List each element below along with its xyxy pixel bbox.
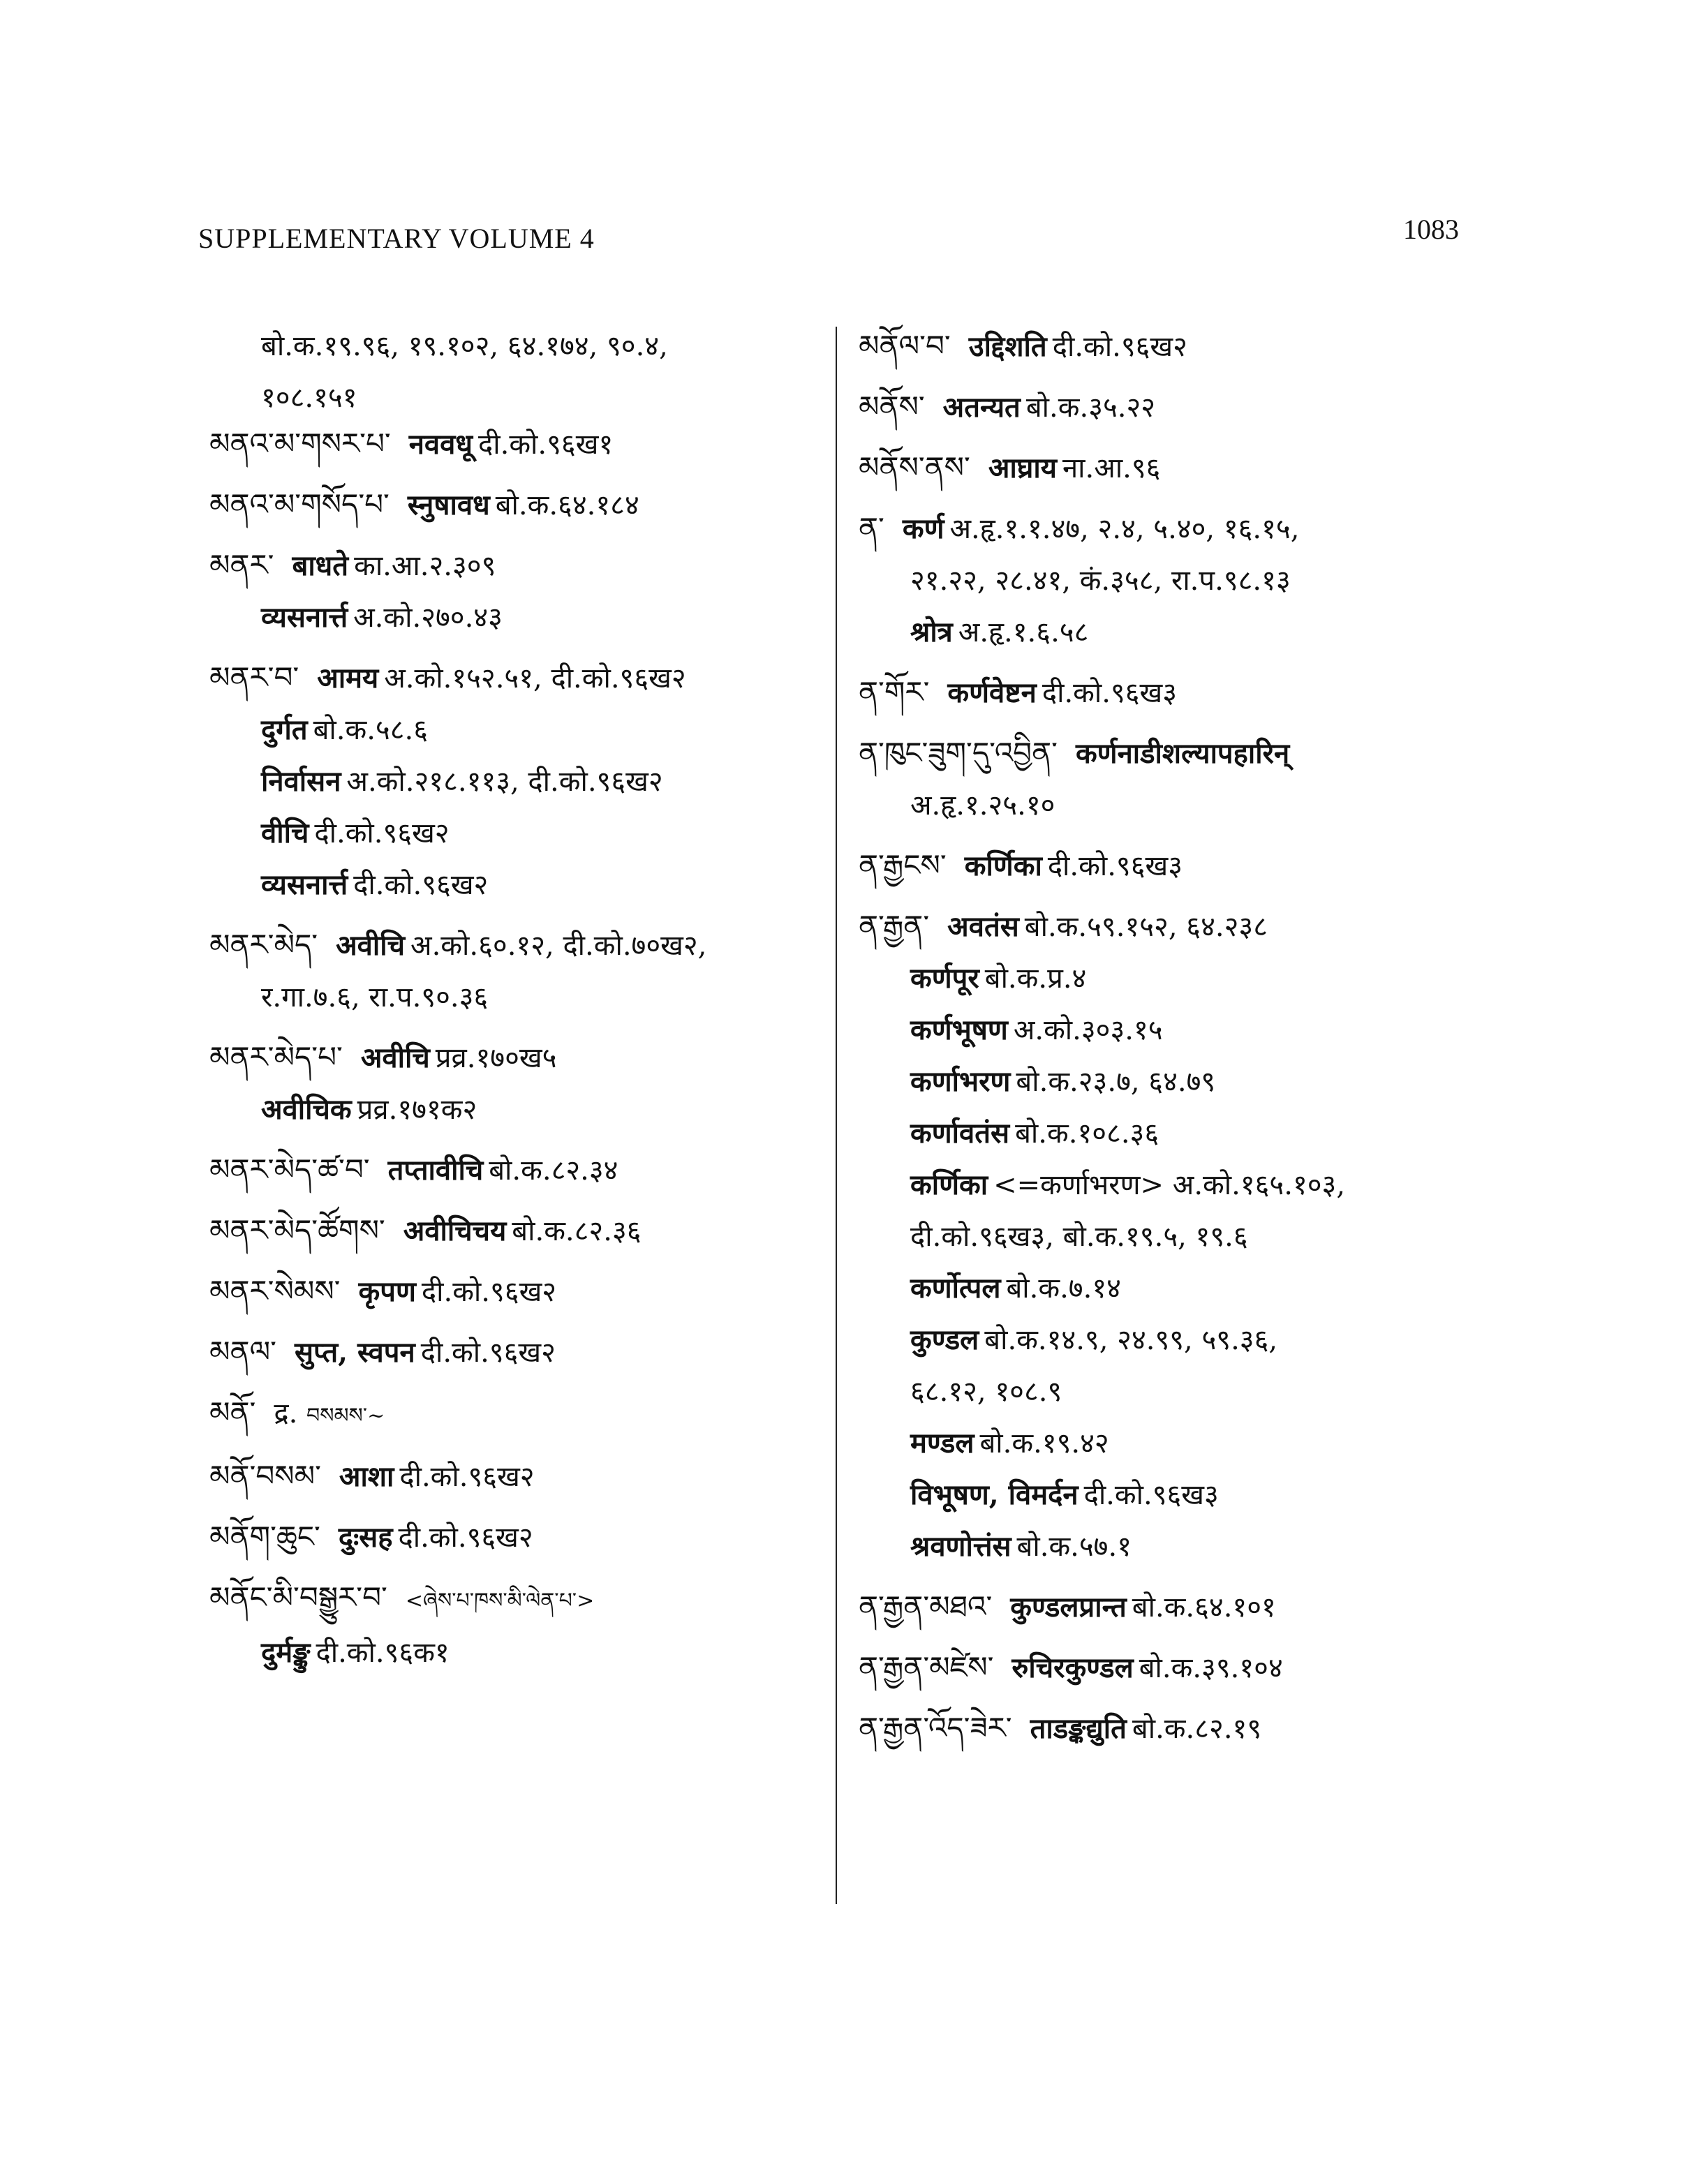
sanskrit-equivalent: दुःसह (338, 1521, 393, 1554)
column-divider (836, 327, 837, 1904)
sanskrit-equivalent: नववधू (408, 428, 473, 461)
tibetan-headword: མནར་བ་ (209, 660, 299, 694)
reference: बो.क.८२.३६ (512, 1215, 642, 1247)
tibetan-headword: མནོག་ཆུང་ (209, 1520, 320, 1554)
sanskrit-equivalent: श्रवणोत्तंस (910, 1530, 1011, 1563)
reference: बो.क.१९.९६, १९.१०२, ६४.१७४, ९०.४, (261, 330, 668, 362)
reference: बो.क.१९.४२ (979, 1427, 1109, 1459)
reference: बो.क.७.१४ (1006, 1272, 1121, 1305)
sanskrit-equivalent: कृपण (358, 1275, 416, 1308)
tibetan-headword: ན་རྒྱངས་ (859, 848, 947, 882)
sub-sense (859, 1529, 1501, 1565)
reference: अ.को.२१८.११३, दी.को.९६ख२ (346, 766, 663, 798)
dictionary-entry (209, 1519, 824, 1556)
tibetan-note: <ཞེས་པ་ཁས་མི་ལེན་པ་> (405, 1589, 595, 1613)
dictionary-entry (859, 1589, 1501, 1626)
tibetan-headword: ན་རྒྱན་འོད་ཟེར་ (859, 1711, 1012, 1745)
reference: दी.को.९६ख२ (399, 1461, 535, 1493)
sanskrit-equivalent: सुप्त, स्वपन (294, 1336, 415, 1369)
reference: का.आ.२.३०९ (354, 550, 496, 582)
reference: ६८.१२, १०८.९ (910, 1376, 1062, 1408)
sub-sense (859, 960, 1501, 997)
sanskrit-equivalent: दुर्गत (261, 713, 308, 746)
sub-sense (859, 1322, 1501, 1358)
dictionary-entry (209, 1580, 824, 1671)
sub-sense (859, 614, 1501, 651)
reference: दी.को.९६क१ (316, 1637, 450, 1669)
tibetan-headword: ན་རྒྱན་ (859, 909, 930, 943)
reference: दी.को.९६ख२ (398, 1522, 533, 1554)
tibetan-headword: མནོང་མི་བསྒྱུར་བ་ (209, 1580, 387, 1614)
sub-sense (859, 1064, 1501, 1100)
dictionary-entry (859, 735, 1501, 824)
sanskrit-equivalent: वीचि (261, 817, 309, 849)
sanskrit-equivalent: आमय (317, 662, 379, 694)
tibetan-headword: མནོས་ནས་ (859, 450, 970, 484)
dictionary-entry (209, 1039, 824, 1128)
reference: बो.क.५९.१५२, ६४.२३८ (1024, 911, 1268, 943)
reference: दी.को.९६ख३, बो.क.१९.५, १९.६ (910, 1221, 1248, 1253)
reference: अ.हृ.१.२५.१० (910, 789, 1055, 822)
reference: प्रव्र.१७१क२ (357, 1094, 477, 1126)
tibetan-headword: མནར་སེམས་ (209, 1274, 341, 1308)
sub-sense (209, 867, 824, 903)
tibetan-headword: མནའ་མ་གསར་པ་ (209, 426, 391, 461)
right-column (859, 328, 1501, 1771)
entry-continuation (859, 1374, 1501, 1410)
reference: बो.क.३९.१०४ (1139, 1652, 1283, 1684)
reference: १०८.१५१ (261, 382, 357, 414)
sanskrit-equivalent: कुण्डल (910, 1323, 979, 1356)
dictionary-entry (209, 486, 824, 523)
sanskrit-equivalent: उद्दिशति (968, 330, 1047, 363)
cross-reference-label: द्र. (274, 1397, 298, 1429)
dictionary-entry (209, 328, 824, 416)
entry-continuation (209, 979, 824, 1016)
tibetan-headword: ན་ཁུང་ཟུག་དུ་འབྱིན་ (859, 736, 1058, 770)
dictionary-entry (209, 1458, 824, 1495)
reference: बो.क.६४.१८४ (495, 489, 639, 521)
cross-reference-target: བསམས་~ (306, 1404, 385, 1428)
dictionary-entry (209, 1152, 824, 1189)
reference: बो.क.२३.७, ६४.७९ (1016, 1066, 1216, 1098)
sanskrit-equivalent: स्नुषावध (407, 489, 490, 521)
reference: बो.क.प्र.४ (984, 963, 1087, 995)
reference: बो.क.८२.१९ (1132, 1713, 1262, 1745)
sub-sense (209, 815, 824, 852)
sub-sense (859, 1425, 1501, 1462)
sanskrit-equivalent: कर्णाभरण (910, 1065, 1011, 1098)
sanskrit-equivalent: कर्ण (902, 512, 944, 545)
reference: प्रव्र.१७०ख५ (435, 1042, 557, 1074)
sanskrit-equivalent: अतन्यत (942, 391, 1021, 424)
sanskrit-equivalent: तप्तावीचि (387, 1154, 484, 1187)
sanskrit-equivalent: रुचिरकुण्डल (1011, 1651, 1134, 1684)
sub-sense (859, 1115, 1501, 1152)
dictionary-entry (859, 908, 1501, 1565)
dictionary-entry (859, 674, 1501, 711)
sanskrit-equivalent: कर्णोत्पल (910, 1272, 1001, 1305)
sanskrit-equivalent: विभूषण, विमर्दन (910, 1478, 1079, 1511)
reference: बो.क.६४.१०१ (1132, 1591, 1276, 1624)
reference: <=कर्णाभरण> अ.को.१६५.१०३, (993, 1169, 1346, 1201)
sanskrit-equivalent: आघ्राय (988, 452, 1057, 484)
dictionary-entry (209, 1334, 824, 1371)
tibetan-headword: མནོལ་བ་ (859, 329, 951, 363)
entry-continuation (209, 328, 824, 364)
sanskrit-equivalent: आशा (339, 1460, 394, 1493)
reference: दी.को.९६ख३ (1047, 850, 1183, 882)
reference: ना.आ.९६ (1062, 452, 1161, 484)
dictionary-entry (859, 328, 1501, 365)
reference: बो.क.१०८.३६ (1015, 1117, 1159, 1150)
sub-sense (859, 1012, 1501, 1048)
dictionary-entry (859, 450, 1501, 486)
dictionary-entry (859, 847, 1501, 884)
reference: बो.क.३५.२२ (1025, 392, 1156, 424)
left-column (209, 328, 824, 1695)
tibetan-headword: ན་རྒྱན་མཛེས་ (859, 1650, 994, 1684)
sub-sense (209, 1092, 824, 1128)
reference: बो.क.८२.३४ (489, 1154, 618, 1187)
tibetan-headword: མནལ་ (209, 1335, 276, 1369)
dictionary-entry (859, 389, 1501, 426)
sanskrit-equivalent: अवतंस (947, 910, 1019, 943)
dictionary-entry (209, 547, 824, 636)
sanskrit-equivalent: कर्णावतंस (910, 1117, 1010, 1150)
sanskrit-equivalent: मण्डल (910, 1427, 974, 1459)
sanskrit-equivalent: कर्णपूर (910, 962, 979, 995)
sanskrit-equivalent: कुण्डलप्रान्त (1010, 1591, 1127, 1624)
tibetan-headword: མནའ་མ་གསོད་པ་ (209, 487, 390, 521)
sanskrit-equivalent: कर्णनाडीशल्यापहारिन् (1075, 737, 1290, 770)
sanskrit-equivalent: अवीचिचय (403, 1214, 507, 1247)
entry-continuation (859, 787, 1501, 824)
tibetan-headword: ན་རྒྱན་མཐའ་ (859, 1589, 993, 1624)
sub-sense (859, 1477, 1501, 1513)
entry-continuation (209, 380, 824, 416)
reference: र.गा.७.६, रा.प.९०.३६ (261, 981, 489, 1013)
tibetan-headword: མནར་ (209, 548, 274, 582)
sub-sense (209, 712, 824, 748)
running-title: SUPPLEMENTARY VOLUME 4 (198, 223, 595, 254)
dictionary-entry (209, 1395, 824, 1434)
reference: अ.को.१५२.५१, दी.को.९६ख२ (384, 662, 686, 694)
sub-sense (859, 1270, 1501, 1307)
reference: दी.को.९६ख३ (1042, 677, 1178, 709)
reference: दी.को.९६ख२ (353, 869, 489, 901)
sub-sense (209, 1635, 824, 1671)
dictionary-entry (209, 1212, 824, 1249)
reference: दी.को.९६ख१ (478, 429, 614, 461)
sanskrit-equivalent: कर्णवेष्टन (947, 676, 1037, 709)
entry-continuation (859, 1219, 1501, 1255)
sanskrit-equivalent: ताडङ्कद्युति (1030, 1712, 1127, 1745)
dictionary-entry (209, 1273, 824, 1310)
tibetan-headword: མནར་མེད་པ་ (209, 1040, 343, 1074)
reference: दी.को.९६ख३ (1083, 1479, 1219, 1511)
sanskrit-equivalent: निर्वासन (261, 765, 341, 798)
tibetan-headword: མནོ་བསམ་ (209, 1459, 321, 1493)
sanskrit-equivalent: व्यसनार्त्त (261, 868, 348, 901)
entry-continuation (859, 563, 1501, 599)
dictionary-entry (859, 1710, 1501, 1747)
tibetan-headword: མནོས་ (859, 389, 925, 424)
dictionary-entry (209, 927, 824, 1016)
tibetan-headword: མནར་མེད་ (209, 928, 318, 962)
tibetan-headword: མནར་མེད་ཚོགས་ (209, 1213, 385, 1247)
sanskrit-equivalent: कर्णभूषण (910, 1013, 1008, 1046)
reference: अ.को.२७०.४३ (353, 602, 503, 634)
reference: दी.को.९६ख२ (421, 1276, 557, 1308)
reference: बो.क.१४.९, २४.९९, ५९.३६, (984, 1324, 1278, 1356)
sanskrit-equivalent: व्यसनार्त्त (261, 601, 348, 634)
page-number: 1083 (1403, 214, 1459, 245)
tibetan-headword: ན་ (859, 511, 884, 545)
reference: दी.को.९६ख२ (1052, 331, 1187, 363)
sanskrit-equivalent: दुर्मङ्कु (261, 1636, 311, 1669)
sub-sense (209, 764, 824, 800)
dictionary-entry (209, 426, 824, 463)
dictionary-entry (859, 1649, 1501, 1686)
tibetan-headword: མནར་མེད་ཚ་བ་ (209, 1152, 370, 1187)
sub-sense (859, 1167, 1501, 1203)
reference: बो.क.५७.१ (1016, 1531, 1132, 1563)
sanskrit-equivalent: श्रोत्र (910, 616, 953, 648)
reference: दी.को.९६ख२ (420, 1337, 556, 1369)
reference: २१.२२, २८.४१, कं.३५८, रा.प.९८.१३ (910, 565, 1291, 597)
tibetan-headword: ན་གོར་ (859, 675, 930, 709)
dictionary-entry (859, 510, 1501, 651)
reference: बो.क.५८.६ (313, 714, 429, 746)
sanskrit-equivalent: कर्णिका (910, 1168, 988, 1201)
reference: अ.को.६०.१२, दी.को.७०ख२, (410, 930, 707, 962)
reference: अ.को.३०३.१५ (1013, 1014, 1163, 1046)
sub-sense (209, 600, 824, 636)
tibetan-headword: མནོ་ (209, 1395, 256, 1429)
dictionary-entry (209, 660, 824, 903)
sanskrit-equivalent: कर्णिका (964, 849, 1042, 882)
reference: अ.हृ.१.१.४७, २.४, ५.४०, १६.१५, (949, 513, 1300, 545)
reference: अ.हृ.१.६.५८ (958, 616, 1089, 648)
sanskrit-equivalent: अवीचि (360, 1041, 430, 1074)
reference: दी.को.९६ख२ (314, 817, 450, 849)
sanskrit-equivalent: अवीचिक (261, 1093, 352, 1126)
sanskrit-equivalent: बाधते (292, 549, 349, 582)
sanskrit-equivalent: अवीचि (336, 929, 406, 962)
